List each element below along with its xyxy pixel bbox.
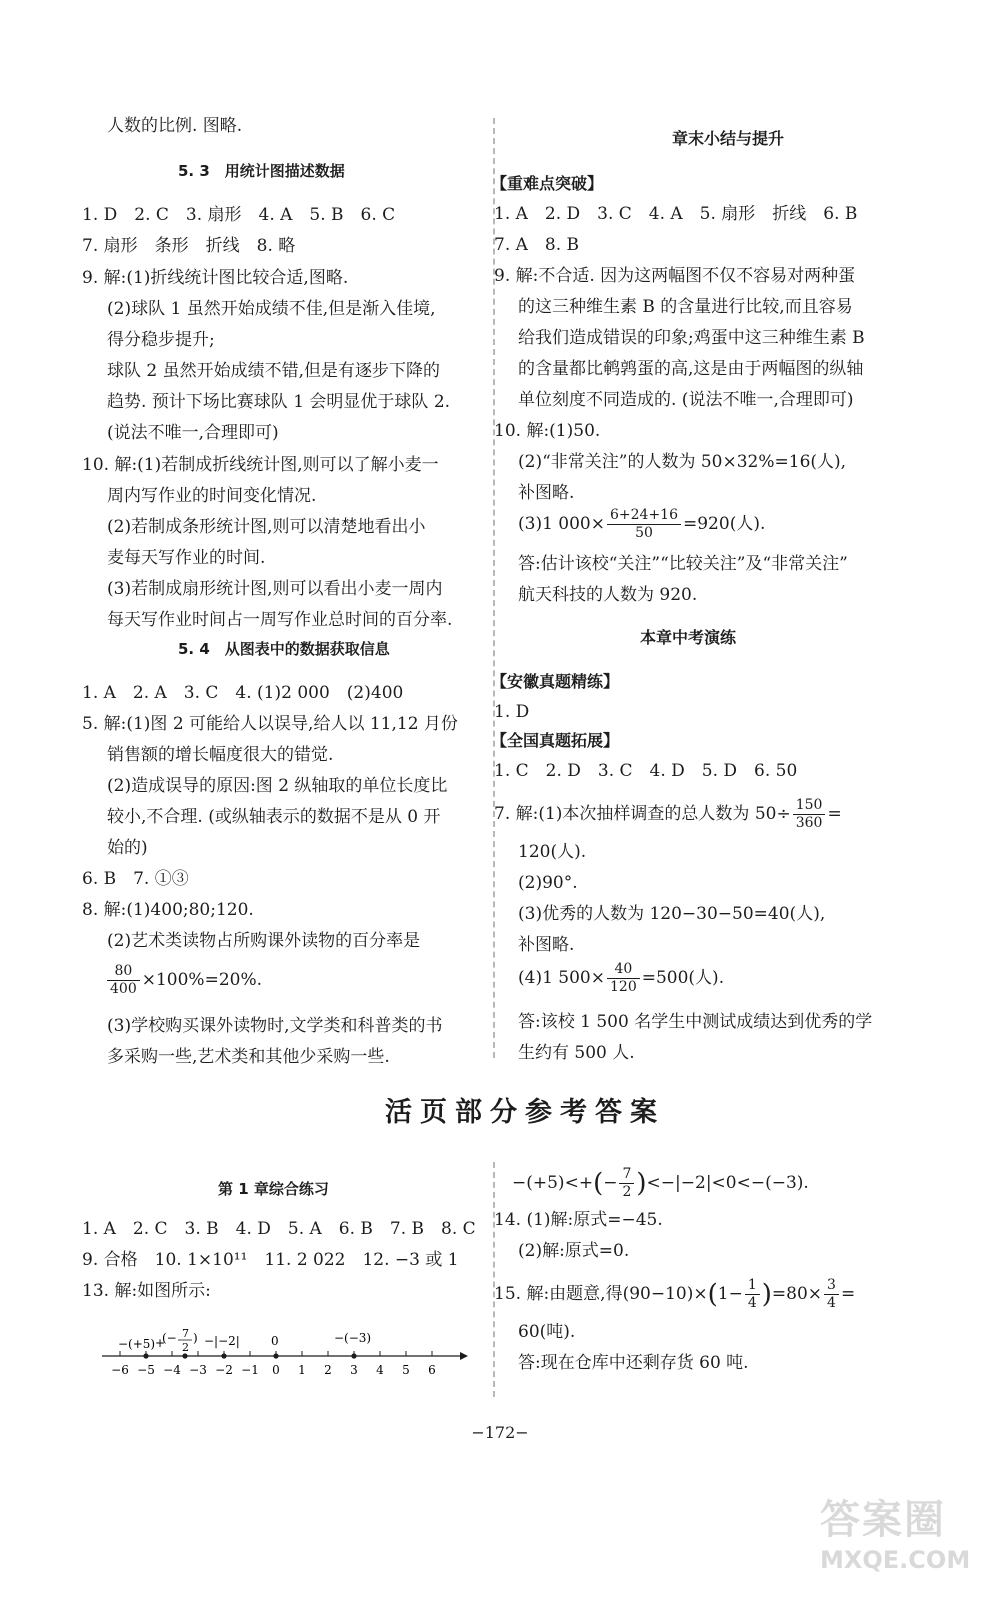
answer-line: 趋势. 预计下场比赛球队 1 会明显优于球队 2.	[107, 392, 451, 412]
answer-line: (2)艺术类读物占所购课外读物的百分率是	[107, 931, 421, 951]
answer-line: 得分稳步提升;	[107, 330, 215, 350]
tick-label: −2	[215, 1363, 233, 1377]
answer-line: 14. (1)解:原式=−45.	[494, 1210, 663, 1230]
text-line: 人数的比例. 图略.	[107, 116, 243, 136]
tick-label: −6	[111, 1363, 129, 1377]
answer-line: 9. 合格 10. 1×10¹¹ 11. 2 022 12. −3 或 1	[82, 1250, 459, 1270]
answer-line: 1. A 2. C 3. B 4. D 5. A 6. B 7. B 8. C	[82, 1219, 476, 1239]
number-line-diagram	[100, 1318, 470, 1388]
column-separator-top	[493, 118, 495, 1058]
subheading: 【全国真题拓展】	[491, 731, 620, 750]
section-heading-summary: 章末小结与提升	[672, 129, 785, 148]
page-number: −172−	[471, 1423, 529, 1442]
watermark-logo	[820, 1495, 990, 1595]
answer-line: (2)球队 1 虽然开始成绩不佳,但是渐入佳境,	[107, 299, 436, 319]
point-label: )	[193, 1331, 198, 1345]
tick-label: −3	[189, 1363, 207, 1377]
answer-line: 13. 解:如图所示:	[82, 1281, 211, 1301]
answer-line: 给我们造成错误的印象;鸡蛋中这三种维生素 B	[518, 328, 865, 348]
fraction: $\frac{40}{120}$	[607, 961, 640, 996]
answer-line: 答:现在仓库中还剩存货 60 吨.	[518, 1353, 749, 1373]
loose-leaf-title: 活页部分参考答案	[385, 1097, 665, 1128]
watermark-text: 答案圈	[820, 1497, 946, 1543]
answer-line: 10. 解:(1)若制成折线统计图,则可以了解小麦一	[82, 455, 439, 475]
answer-line: (2)90°.	[518, 873, 578, 893]
answer-line: 的这三种维生素 B 的含量进行比较,而且容易	[518, 297, 853, 317]
answer-line: 单位刻度不同造成的. (说法不唯一,合理即可)	[518, 390, 854, 410]
tick-label: 0	[272, 1363, 280, 1377]
answer-line: 补图略.	[518, 483, 575, 503]
answer-line: (说法不唯一,合理即可)	[107, 423, 279, 443]
number-point	[221, 1353, 226, 1358]
answer-line: 7. 扇形 条形 折线 8. 略	[82, 236, 296, 256]
answer-line: 航天科技的人数为 920.	[518, 585, 698, 605]
section-heading-5-4: 5. 4 从图表中的数据获取信息	[178, 640, 390, 658]
answer-line: 1. A 2. A 3. C 4. (1)2 000 (2)400	[82, 683, 404, 703]
subheading: 【安徽真题精练】	[491, 672, 620, 691]
watermark-url: MXQE.COM	[820, 1546, 971, 1574]
answer-line: 周内写作业的时间变化情况.	[107, 486, 317, 506]
answer-line: 6. B 7. ①③	[82, 869, 189, 889]
fraction-line: $\frac{80}{400}$ ×100%=20%.	[105, 962, 262, 998]
answer-line: 始的)	[107, 838, 148, 858]
answer-line: (2)若制成条形统计图,则可以清楚地看出小	[107, 517, 426, 537]
point-label: −(−3)	[334, 1331, 372, 1345]
answer-line: (3)学校购买课外读物时,文学类和科普类的书	[107, 1016, 443, 1036]
tick-label: 5	[402, 1363, 410, 1377]
section-heading-5-3: 5. 3 用统计图描述数据	[178, 162, 345, 180]
answer-line: 较小,不合理. (或纵轴表示的数据不是从 0 开	[107, 807, 441, 827]
fraction: $\frac{150}{360}$	[793, 797, 826, 832]
point-label: 7	[182, 1327, 189, 1340]
answer-line: 1. A 2. D 3. C 4. A 5. 扇形 折线 6. B	[494, 204, 858, 224]
answer-line: 9. 解:不合适. 因为这两幅图不仅不容易对两种蛋	[494, 266, 856, 286]
answer-line: 9. 解:(1)折线统计图比较合适,图略.	[82, 268, 349, 288]
tick-label: −4	[163, 1363, 181, 1377]
number-point	[143, 1353, 148, 1358]
point-label: 2	[182, 1341, 189, 1354]
point-label: +	[155, 1336, 166, 1350]
fraction-line: 7. 解:(1)本次抽样调查的总人数为 50÷ $\frac{150}{360}$ =	[494, 797, 842, 831]
tick-label: 6	[428, 1363, 436, 1377]
answer-line: (3)优秀的人数为 120−30−50=40(人),	[518, 904, 826, 924]
fraction-line: (3)1 000× $\frac{6+24+16}{50}$ =920(人).	[518, 507, 766, 541]
tick-label: −5	[137, 1363, 155, 1377]
section-heading-chapter1: 第 1 章综合练习	[218, 1180, 329, 1198]
axis-arrow-icon	[460, 1352, 468, 1360]
point-label: −(+5)	[118, 1337, 156, 1351]
subheading: 【重难点突破】	[491, 174, 604, 193]
answer-line: 5. 解:(1)图 2 可能给人以误导,给人以 11,12 月份	[82, 714, 458, 734]
answer-line: 7. A 8. B	[494, 235, 580, 255]
answer-line: 补图略.	[518, 935, 575, 955]
tick-label: 4	[376, 1363, 384, 1377]
section-heading-exam: 本章中考演练	[640, 628, 737, 647]
tick-label: 3	[350, 1363, 358, 1377]
answer-line: 麦每天写作业的时间.	[107, 548, 266, 568]
tick-label: 1	[298, 1363, 306, 1377]
answer-line: 8. 解:(1)400;80;120.	[82, 900, 254, 920]
fraction: $\frac{7}{2}$	[619, 1166, 634, 1201]
answer-line: 答:该校 1 500 名学生中测试成绩达到优秀的学	[518, 1012, 873, 1032]
number-point	[351, 1353, 356, 1358]
answer-line: 1. D 2. C 3. 扇形 4. A 5. B 6. C	[82, 205, 396, 225]
point-label: −|−2|	[204, 1334, 240, 1348]
answer-line: 1. D	[494, 702, 530, 722]
answer-line: 120(人).	[518, 842, 587, 862]
fraction-line: −(+5)<+(− $\frac{7}{2}$ )<−|−2|<0<−(−3).	[512, 1166, 809, 1200]
answer-line: 的含量都比鹌鹑蛋的高,这是由于两幅图的纵轴	[518, 359, 864, 379]
answer-line: (2)解:原式=0.	[518, 1241, 630, 1261]
point-label: 0	[271, 1334, 279, 1348]
answer-line: 球队 2 虽然开始成绩不错,但是有逐步下降的	[107, 361, 441, 381]
answer-line: 1. C 2. D 3. C 4. D 5. D 6. 50	[494, 761, 798, 781]
fraction: $\frac{1}{4}$	[745, 1277, 760, 1312]
fraction: $\frac{6+24+16}{50}$	[607, 507, 681, 542]
answer-line: 60(吨).	[518, 1322, 576, 1342]
number-point	[182, 1353, 187, 1358]
number-point	[273, 1353, 278, 1358]
fraction-line: 15. 解:由题意,得(90−10)×(1− $\frac{1}{4}$ )=80× $\frac{3}{4}$ =	[494, 1277, 856, 1311]
point-label: (−	[162, 1331, 177, 1345]
answer-line: (2)“非常关注”的人数为 50×32%=16(人),	[518, 452, 847, 472]
answer-line: 多采购一些,艺术类和其他少采购一些.	[107, 1047, 390, 1067]
tick-label: −1	[241, 1363, 259, 1377]
answer-line: 销售额的增长幅度很大的错觉.	[107, 745, 334, 765]
answer-line: 每天写作业时间占一周写作业总时间的百分率.	[107, 610, 453, 630]
answer-line: (2)造成误导的原因:图 2 纵轴取的单位长度比	[107, 776, 448, 796]
fraction: $\frac{80}{400}$	[107, 963, 140, 998]
tick-label: 2	[324, 1363, 332, 1377]
fraction-line: (4)1 500× $\frac{40}{120}$ =500(人).	[518, 961, 725, 995]
answer-line: 生约有 500 人.	[518, 1043, 635, 1063]
answer-line: 答:估计该校“关注”“比较关注”及“非常关注”	[518, 554, 848, 574]
answer-line: 10. 解:(1)50.	[494, 421, 601, 441]
fraction: $\frac{3}{4}$	[824, 1277, 839, 1312]
answer-line: (3)若制成扇形统计图,则可以看出小麦一周内	[107, 579, 443, 599]
